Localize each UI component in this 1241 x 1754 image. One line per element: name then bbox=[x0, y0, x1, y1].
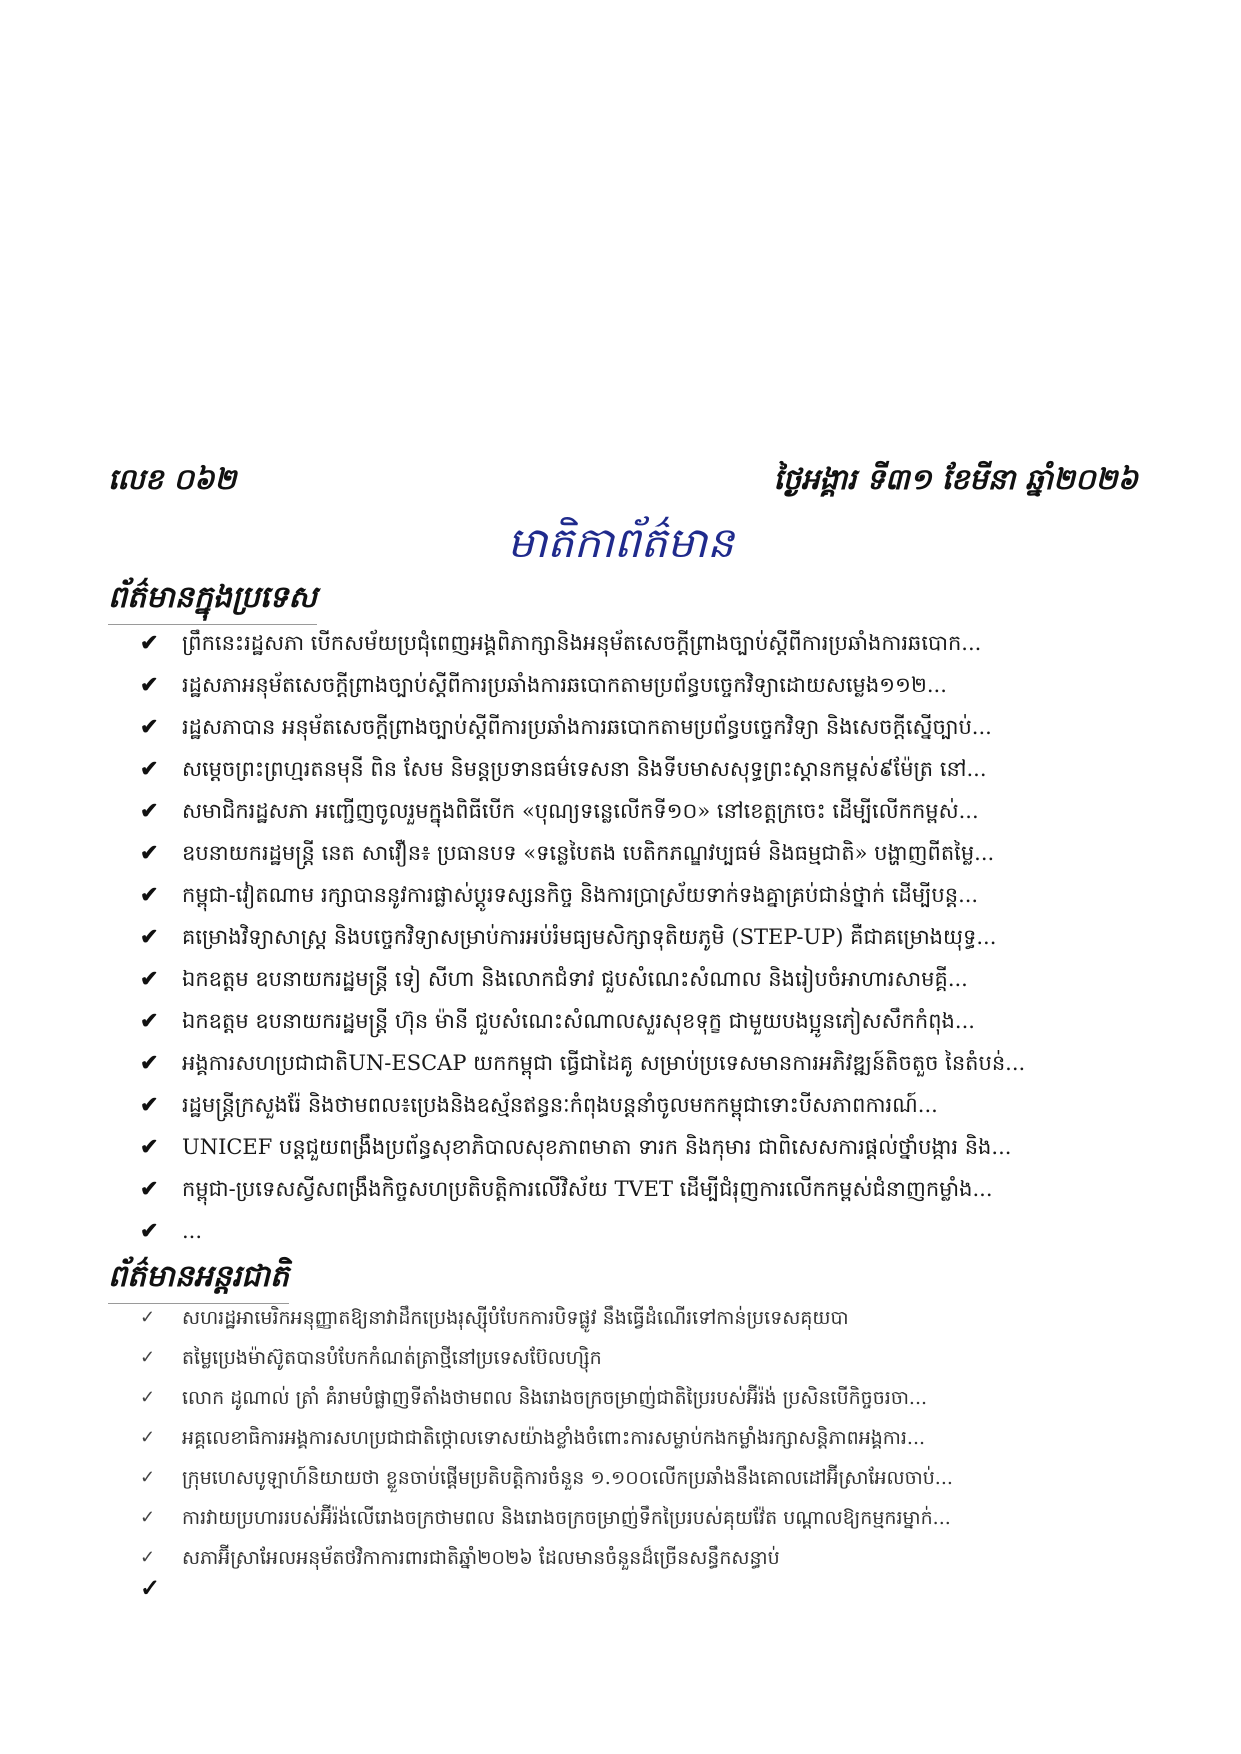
news-headline: ឯកឧត្តម ឧបនាយករដ្ឋមន្ត្រី ហ៊ុន ម៉ានី ជួបសំណេះសំណាលសួរសុខទុក្ខ ជាមួយបងប្អូនភៀសសឹកកំពុង... bbox=[182, 1009, 975, 1033]
list-item bbox=[140, 748, 1140, 790]
issue-number: លេខ ០៦២ bbox=[108, 462, 237, 496]
list-item bbox=[140, 1210, 1140, 1252]
list-item bbox=[140, 1042, 1140, 1084]
check-icon: ✔ bbox=[140, 672, 159, 698]
list-item bbox=[140, 1418, 1140, 1458]
check-icon: ✓ bbox=[140, 1547, 156, 1568]
check-icon: ✔ bbox=[140, 1218, 159, 1244]
news-headline: កម្ពុជា-ប្រទេសស្វីសពង្រឹងកិច្ចសហប្រតិបត្តិការលើវិស័យ TVET ដើម្បីជំរុញការលើកកម្ពស់ជំនាញកម្លាំង... bbox=[182, 1177, 993, 1201]
list-item bbox=[140, 790, 1140, 832]
check-icon: ✓ bbox=[140, 1387, 156, 1408]
news-headline: ឧបនាយករដ្ឋមន្ត្រី នេត សាវឿន៖ ប្រធានបទ «ទន្លេបៃតង បេតិកភណ្ឌវប្បធម៌ និងធម្មជាតិ» បង្ហាញពីតម្លៃ... bbox=[182, 841, 995, 865]
news-headline: លោក ដូណាល់ ត្រាំ គំរាមបំផ្លាញទីតាំងថាមពល និងរោងចក្រចម្រាញ់ជាតិប្រៃរបស់អ៊ីរ៉ង់ ប្រសិនបើកិច្ចចរចា... bbox=[182, 1387, 928, 1409]
check-icon: ✔ bbox=[140, 1134, 159, 1160]
list-item bbox=[140, 622, 1140, 664]
list-item bbox=[140, 1168, 1140, 1210]
news-headline: ឯកឧត្តម ឧបនាយករដ្ឋមន្ត្រី ទៀ សីហា និងលោកជំទាវ ជួបសំណេះសំណាល និងរៀបចំអាហារសាមគ្គី... bbox=[182, 967, 968, 991]
check-icon: ✔ bbox=[140, 966, 159, 992]
news-headline: រដ្ឋមន្ត្រីក្រសួងរ៉ែ និងថាមពល៖ប្រេងនិងឧស្ម័នឥន្ធនៈកំពុងបន្តនាំចូលមកកម្ពុជាទោះបីសភាពការណ៍... bbox=[182, 1093, 938, 1117]
news-headline: រដ្ឋសភាបាន អនុម័តសេចក្តីព្រាងច្បាប់ស្តីពីការប្រឆាំងការឆបោកតាមប្រព័ន្ធបច្ចេកវិទ្យា និងសេចក្តីស្នើច្បាប់... bbox=[182, 715, 992, 739]
news-headline: ក្រុមហេសបូឡាហ៍និយាយថា ខ្លួនចាប់ផ្តើមប្រតិបត្តិការចំនួន ១.១០០លើកប្រឆាំងនឹងគោលដៅអ៊ីស្រាអែលចាប់... bbox=[182, 1467, 953, 1489]
check-icon: ✔ bbox=[140, 756, 159, 782]
international-news-list bbox=[140, 1298, 1140, 1578]
news-headline: អង្គការសហប្រជាជាតិUN-ESCAP យកកម្ពុជា ធ្វើជាដៃគូ សម្រាប់ប្រទេសមានការអភិវឌ្ឍន៍តិចតួច នៃតំបន់... bbox=[182, 1051, 1026, 1075]
check-icon: ✓ bbox=[140, 1507, 156, 1528]
check-icon: ✓ bbox=[140, 1573, 161, 1602]
news-headline: អគ្គលេខាធិការអង្គការសហប្រជាជាតិថ្កោលទោសយ៉ាងខ្លាំងចំពោះការសម្លាប់កងកម្លាំងរក្សាសន្តិភាពអង្គការ... bbox=[182, 1427, 926, 1449]
check-icon: ✔ bbox=[140, 924, 159, 950]
news-headline: រដ្ឋសភាអនុម័តសេចក្តីព្រាងច្បាប់ស្តីពីការប្រឆាំងការឆបោកតាមប្រព័ន្ធបច្ចេកវិទ្យាដោយសម្លេង១១២... bbox=[182, 673, 947, 697]
section-title-domestic: ព័ត៌មានក្នុងប្រទេស bbox=[108, 578, 317, 625]
news-headline: សមាជិករដ្ឋសភា អញ្ជើញចូលរួមក្នុងពិធីបើក «បុណ្យទន្លេលើកទី១០» នៅខេត្តក្រចេះ ដើម្បីលើកកម្ពស់... bbox=[182, 799, 979, 823]
news-headline: តម្លៃប្រេងម៉ាស៊ូតបានបំបែកកំណត់ត្រាថ្មីនៅប្រទេសប៊ែលហ្ស៊ិក bbox=[182, 1347, 602, 1369]
list-item bbox=[140, 706, 1140, 748]
check-icon: ✔ bbox=[140, 1176, 159, 1202]
domestic-news-list bbox=[140, 622, 1140, 1252]
list-item bbox=[140, 1338, 1140, 1378]
list-item bbox=[140, 1126, 1140, 1168]
check-icon: ✔ bbox=[140, 1008, 159, 1034]
check-icon: ✓ bbox=[140, 1347, 156, 1368]
news-headline: ការវាយប្រហាររបស់អ៊ីរ៉ង់លើរោងចក្រថាមពល និងរោងចក្រចម្រាញ់ទឹកប្រៃរបស់គុយវ៉ែត បណ្តាលឱ្យកម្មករម្នាក់... bbox=[182, 1507, 951, 1529]
check-icon: ✔ bbox=[140, 714, 159, 740]
list-item bbox=[140, 1378, 1140, 1418]
check-icon: ✔ bbox=[140, 840, 159, 866]
news-headline: សភាអ៊ីស្រាអែលអនុម័តថវិកាការពារជាតិឆ្នាំ២០២៦ ដែលមានចំនួនដ៏ច្រើនសន្ធឹកសន្ធាប់ bbox=[182, 1547, 780, 1569]
list-item bbox=[140, 916, 1140, 958]
list-item bbox=[140, 832, 1140, 874]
list-item bbox=[140, 1298, 1140, 1338]
section-title-international: ព័ត៌មានអន្តរជាតិ bbox=[108, 1257, 289, 1304]
list-item bbox=[140, 1498, 1140, 1538]
list-item bbox=[140, 664, 1140, 706]
news-headline: គម្រោងវិទ្យាសាស្ត្រ និងបច្ចេកវិទ្យាសម្រាប់ការអប់រំមធ្យមសិក្សាទុតិយភូមិ (STEP-UP) គឺជាគម្រោងយុទ្ធ... bbox=[182, 925, 997, 949]
list-item bbox=[140, 958, 1140, 1000]
news-headline: UNICEF បន្តជួយពង្រឹងប្រព័ន្ធសុខាភិបាលសុខភាពមាតា ទារក និងកុមារ ជាពិសេសការផ្តល់ថ្នាំបង្ការ និង... bbox=[182, 1135, 1012, 1159]
check-icon: ✔ bbox=[140, 882, 159, 908]
news-headline: សម្តេចព្រះព្រហ្មរតនមុនី ពិន សែម និមន្តប្រទានធម៌ទេសនា និងទីបមាសសុទ្ធព្រះស្តានកម្ពស់៩ម៉ែត្រ នៅ... bbox=[182, 757, 987, 781]
check-icon: ✔ bbox=[140, 1092, 159, 1118]
check-icon: ✔ bbox=[140, 1050, 159, 1076]
news-headline: កម្ពុជា-វៀតណាម រក្សាបាននូវការផ្លាស់ប្តូរទស្សនកិច្ច និងការប្រាស្រ័យទាក់ទងគ្នាគ្រប់ជាន់ថ្នាក់ ដើម្បីបន្ត... bbox=[182, 883, 979, 907]
news-headline: សហរដ្ឋអាមេរិកអនុញ្ញាតឱ្យនាវាដឹកប្រេងរុស្ស៊ីបំបែកការបិទផ្លូវ នឹងធ្វើដំណើរទៅកាន់ប្រទេសគុយបា bbox=[182, 1307, 849, 1329]
list-item bbox=[140, 1458, 1140, 1498]
list-item bbox=[140, 1538, 1140, 1578]
check-icon: ✓ bbox=[140, 1427, 156, 1448]
check-icon: ✔ bbox=[140, 798, 159, 824]
list-item bbox=[140, 874, 1140, 916]
page-title: មាតិកាព័ត៌មាន bbox=[507, 518, 734, 567]
list-item bbox=[140, 1000, 1140, 1042]
list-item bbox=[140, 1084, 1140, 1126]
check-icon: ✔ bbox=[140, 630, 159, 656]
check-icon: ✓ bbox=[140, 1307, 156, 1328]
issue-date: ថ្ងៃអង្គារ ទី៣១ ខែមីនា ឆ្នាំ២០២៦ bbox=[773, 462, 1138, 496]
header-row bbox=[108, 462, 1138, 508]
news-headline: ព្រឹកនេះរដ្ឋសភា បើកសម័យប្រជុំពេញអង្គពិភាក្សានិងអនុម័តសេចក្តីព្រាងច្បាប់ស្តីពីការប្រឆាំងការឆបោក... bbox=[182, 631, 982, 655]
check-icon: ✓ bbox=[140, 1467, 156, 1488]
news-headline: ... bbox=[182, 1219, 203, 1243]
